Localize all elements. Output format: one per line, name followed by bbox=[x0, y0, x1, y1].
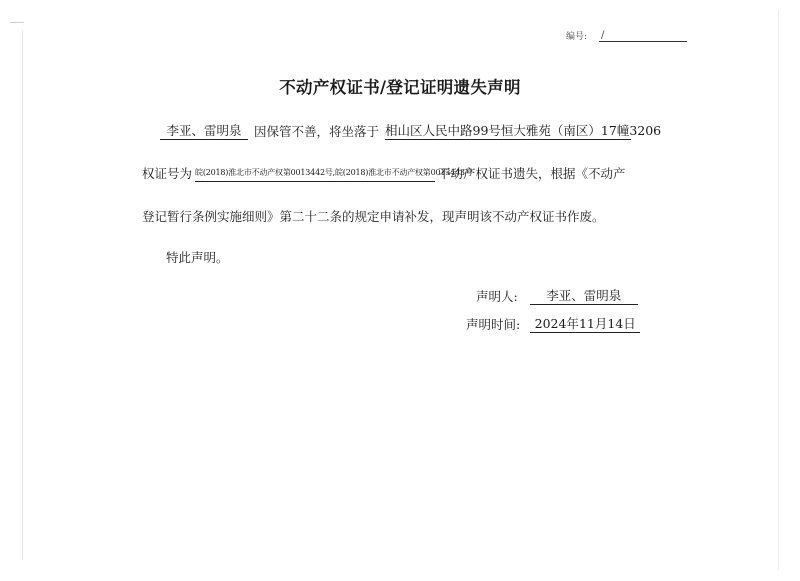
declarant-label: 声明人: bbox=[476, 289, 518, 304]
paragraph-2-prefix: 权证号为 bbox=[142, 166, 193, 181]
scan-mark bbox=[10, 22, 24, 23]
declarant-value: 李亚、雷明泉 bbox=[530, 288, 638, 305]
document-title: 不动产权证书/登记证明遗失声明 bbox=[279, 78, 521, 97]
paragraph-2-suffix: 不动产权证书遗失，根据《不动产 bbox=[438, 166, 626, 181]
paragraph-1-text: 因保管不善，将坐落于 bbox=[254, 124, 380, 139]
paragraph-2 bbox=[142, 164, 626, 182]
serial-number bbox=[566, 29, 687, 42]
paragraph-3-text: 登记暂行条例实施细则》第二十二条的规定申请补发，现声明该不动产权证书作废。 bbox=[142, 209, 605, 224]
closing bbox=[166, 248, 229, 266]
serial-value: / bbox=[599, 30, 687, 42]
serial-label: 编号: bbox=[566, 32, 588, 42]
certificate-numbers: 皖(2018)淮北市不动产权第0013442号,皖(2018)淮北市不动产权第0013443号 bbox=[195, 165, 435, 182]
property-address: 相山区人民中路99号恒大雅苑（南区）17幢3206 bbox=[385, 123, 662, 138]
scan-edge-left bbox=[22, 30, 23, 560]
date-value: 2024年11月14日 bbox=[530, 316, 640, 333]
date-label: 声明时间: bbox=[466, 317, 521, 332]
closing-text: 特此声明。 bbox=[166, 250, 229, 265]
declarant bbox=[476, 287, 638, 305]
declaration-date bbox=[466, 315, 640, 333]
paragraph-3 bbox=[142, 207, 605, 225]
owner-names: 李亚、雷明泉 bbox=[160, 123, 248, 140]
paragraph-1 bbox=[160, 122, 662, 140]
